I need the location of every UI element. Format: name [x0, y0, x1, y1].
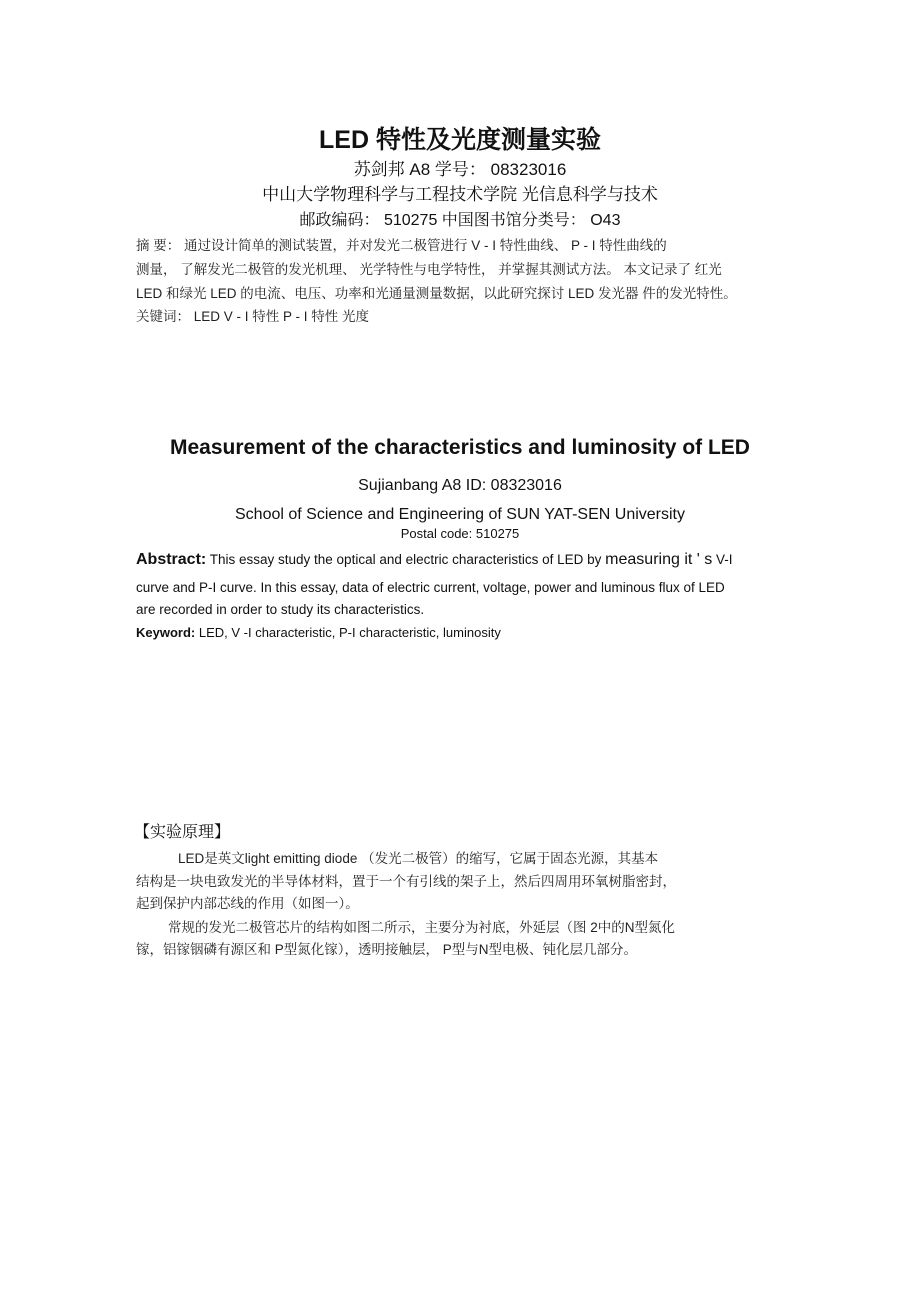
cn-author: 苏剑邦 A8 学号： 08323016 — [353, 160, 567, 179]
en-title: Measurement of the characteristics and luminosity of LED — [170, 436, 750, 459]
cn-title: LED 特性及光度测量实验 — [319, 126, 601, 154]
abstract-text-large: measuring it ' s — [605, 551, 713, 568]
abstract-text: This essay study the optical and electric characteristics of LED by — [206, 552, 606, 567]
en-abstract-line — [136, 551, 733, 569]
principle-line: 起到保护内部芯线的作用（如图一）。 — [136, 896, 359, 911]
keyword-text: LED, V -I characteristic, P-I characteristic, luminosity — [195, 625, 501, 640]
cn-postal: 邮政编码： 510275 中国图书馆分类号： O43 — [299, 212, 621, 229]
en-author: Sujianbang A8 ID: 08323016 — [358, 477, 562, 494]
en-abstract-line: are recorded in order to study its characteristics. — [136, 602, 425, 617]
en-postal: Postal code: 510275 — [400, 526, 520, 541]
en-affiliation: School of Science and Engineering of SUN YAT-SEN University — [235, 506, 685, 523]
principle-line: LED是英文light emitting diode （发光二极管）的缩写，它属于固态光源，其基本 — [178, 851, 659, 866]
keyword-label: Keyword: — [136, 625, 196, 640]
principle-heading: 【实验原理】 — [134, 824, 231, 841]
principle-line: 镓，铝镓铟磷有源区和 P型氮化镓），透明接触层， P型与N型电极、钝化层几部分。 — [136, 942, 638, 957]
cn-keywords: 关键词： LED V - I 特性 P - I 特性 光度 — [136, 309, 370, 324]
cn-abstract-line: 测量， 了解发光二极管的发光机理、 光学特性与电学特性， 并掌握其测试方法。 本文记录了 红光 — [136, 262, 722, 277]
abstract-label: Abstract: — [136, 551, 207, 568]
principle-line: 常规的发光二极管芯片的结构如图二所示，主要分为衬底，外延层（图 2中的N型氮化 — [168, 920, 676, 935]
cn-abstract-line: LED 和绿光 LED 的电流、电压、功率和光通量测量数据，以此研究探讨 LED 发光器 件的发光特性。 — [136, 286, 737, 301]
en-keywords — [136, 625, 501, 640]
en-abstract-line: curve and P-I curve. In this essay, data of electric current, voltage, power and luminous flux of LED — [136, 580, 725, 595]
cn-affiliation: 中山大学物理科学与工程技术学院 光信息科学与技术 — [262, 185, 658, 204]
cn-abstract-line: 摘 要： 通过设计简单的测试装置，并对发光二极管进行 V - I 特性曲线、 P - I 特性曲线的 — [136, 238, 667, 253]
principle-line: 结构是一块电致发光的半导体材料，置于一个有引线的架子上，然后四周用环氧树脂密封， — [136, 874, 676, 889]
abstract-text: V-I — [712, 552, 733, 567]
